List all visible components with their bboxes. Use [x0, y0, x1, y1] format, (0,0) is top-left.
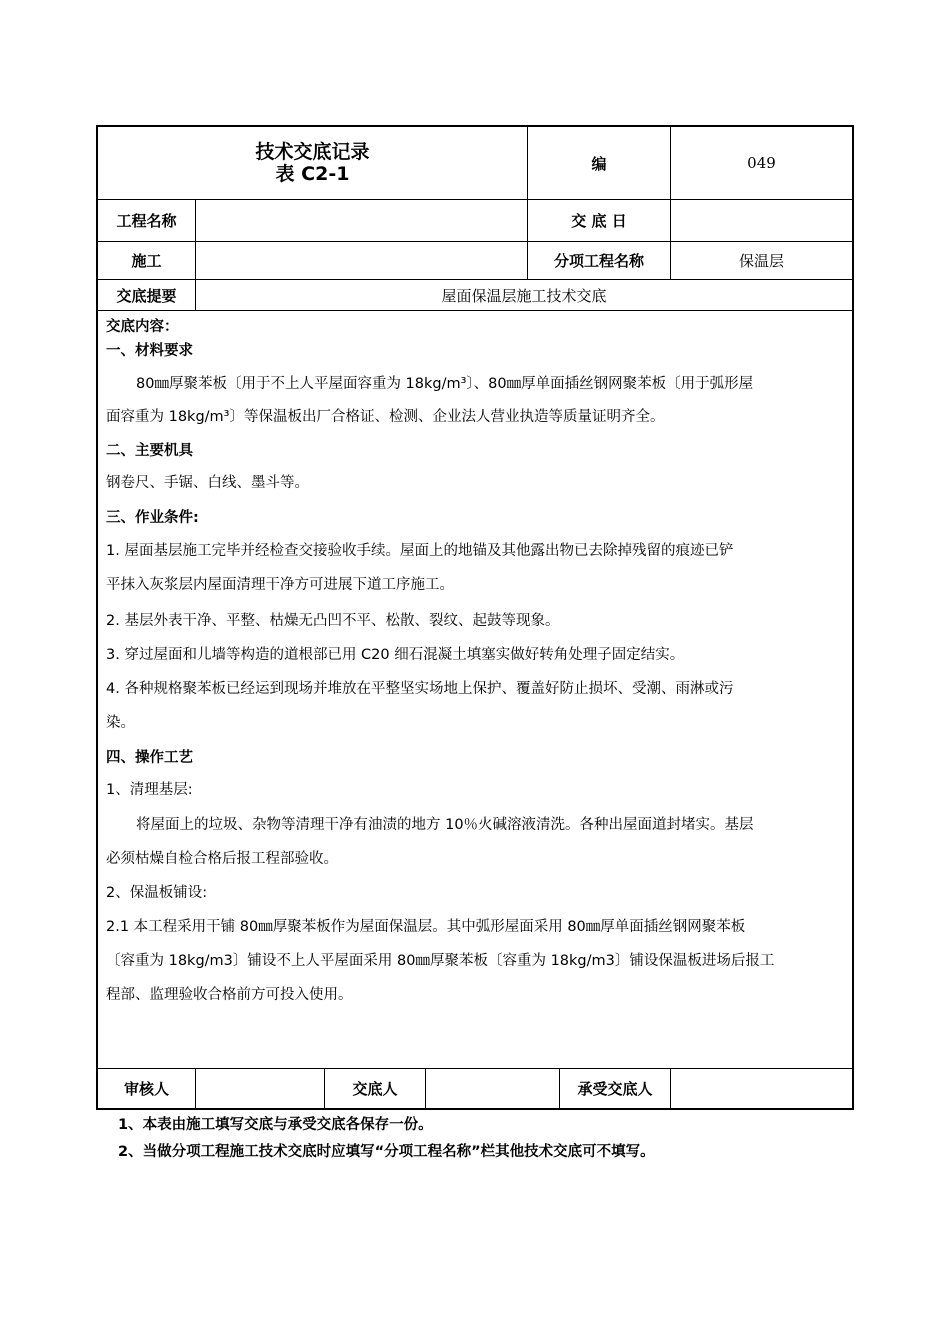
form-title: [98, 127, 528, 199]
paragraph-line: 2.1 本工程采用干铺 80㎜厚聚苯板作为屋面保温层。其中弧形屋面采用 80㎜厚单面插丝钢网聚苯板: [106, 919, 746, 935]
header-row: [98, 127, 852, 200]
section-heading: 四、操作工艺: [106, 750, 193, 766]
note-item: 2、当做分项工程施工技术交底时应填写“分项工程名称”栏其他技术交底可不填写。: [118, 1144, 655, 1160]
paragraph-line: 80㎜厚聚苯板〔用于不上人平屋面容重为 18kg/m³〕、80㎜厚单面插丝钢网聚苯板〔用于弧形屋: [136, 376, 754, 392]
content-intro: 交底内容：: [106, 319, 179, 335]
paragraph-line: 1、清理基层:: [106, 782, 193, 798]
summary-row: [98, 280, 852, 311]
project-name-field[interactable]: [196, 200, 528, 241]
paragraph-line: 2、保温板铺设:: [106, 885, 208, 901]
code-label: 编: [528, 127, 671, 199]
section-heading: 三、作业条件:: [106, 510, 199, 526]
construction-label: 施工: [98, 242, 196, 279]
signature-row: [98, 1069, 852, 1108]
reviewer-field[interactable]: [196, 1069, 325, 1108]
summary-label: 交底提要: [98, 280, 196, 310]
project-row: [98, 200, 852, 242]
construction-field[interactable]: [196, 242, 528, 279]
date-label: 交 底 日: [528, 200, 671, 241]
discloser-field[interactable]: [426, 1069, 560, 1108]
summary-field[interactable]: 屋面保温层施工技术交底: [441, 286, 607, 305]
paragraph-line: 1. 屋面基层施工完毕并经检查交接验收手续。屋面上的地锚及其他露出物已去除掉残留的痕迹已铲: [106, 543, 734, 559]
reviewer-label: 审核人: [98, 1069, 196, 1108]
paragraph-line: 3. 穿过屋面和儿墙等构造的道根部已用 C20 细石混凝土填塞实做好转角处理子固定结实。: [106, 647, 685, 663]
paragraph-line: 染。: [106, 715, 135, 731]
paragraph-line: 2. 基层外表干净、平整、枯燥无凸凹不平、松散、裂纹、起鼓等现象。: [106, 613, 560, 629]
construction-row: [98, 242, 852, 280]
disclosure-form: [96, 125, 854, 1110]
paragraph-line: 〔容重为 18kg/m3〕铺设不上人平屋面采用 80㎜厚聚苯板〔容重为 18kg/m3〕铺设保温板进场后报工: [106, 953, 775, 969]
receiver-label: 承受交底人: [560, 1069, 671, 1108]
sub-project-label: 分项工程名称: [528, 242, 671, 279]
disclosure-content: [98, 311, 852, 1069]
sub-project-field[interactable]: 保温层: [738, 252, 784, 270]
discloser-label: 交底人: [325, 1069, 426, 1108]
paragraph-line: 钢卷尺、手锯、白线、墨斗等。: [106, 475, 309, 491]
receiver-field[interactable]: [671, 1069, 852, 1108]
date-field[interactable]: [671, 200, 852, 241]
paragraph-line: 4. 各种规格聚苯板已经运到现场并堆放在平整坚实场地上保护、覆盖好防止损坏、受潮、雨淋或污: [106, 681, 734, 697]
form-notes: [118, 1112, 655, 1166]
title-line1: 技术交底记录: [255, 141, 370, 163]
note-item: 1、本表由施工填写交底与承受交底各保存一份。: [118, 1117, 433, 1133]
paragraph-line: 面容重为 18kg/m³〕等保温板出厂合格证、检测、企业法人营业执造等质量证明齐全。: [106, 409, 665, 425]
code-value[interactable]: 049: [747, 154, 776, 172]
paragraph-line: 程部、监理验收合格前方可投入使用。: [106, 987, 353, 1003]
paragraph-line: 将屋面上的垃圾、杂物等清理干净有油渍的地方 10％火碱溶液清洗。各种出屋面道封堵实。基层: [136, 817, 754, 833]
project-name-label: 工程名称: [98, 200, 196, 241]
title-line2: 表 C2-1: [275, 163, 350, 185]
section-heading: 二、主要机具: [106, 443, 193, 459]
section-heading: 一、材料要求: [106, 343, 193, 359]
paragraph-line: 平抹入灰浆层内屋面清理干净方可进展下道工序施工。: [106, 577, 454, 593]
paragraph-line: 必须枯燥自检合格后报工程部验收。: [106, 851, 338, 867]
